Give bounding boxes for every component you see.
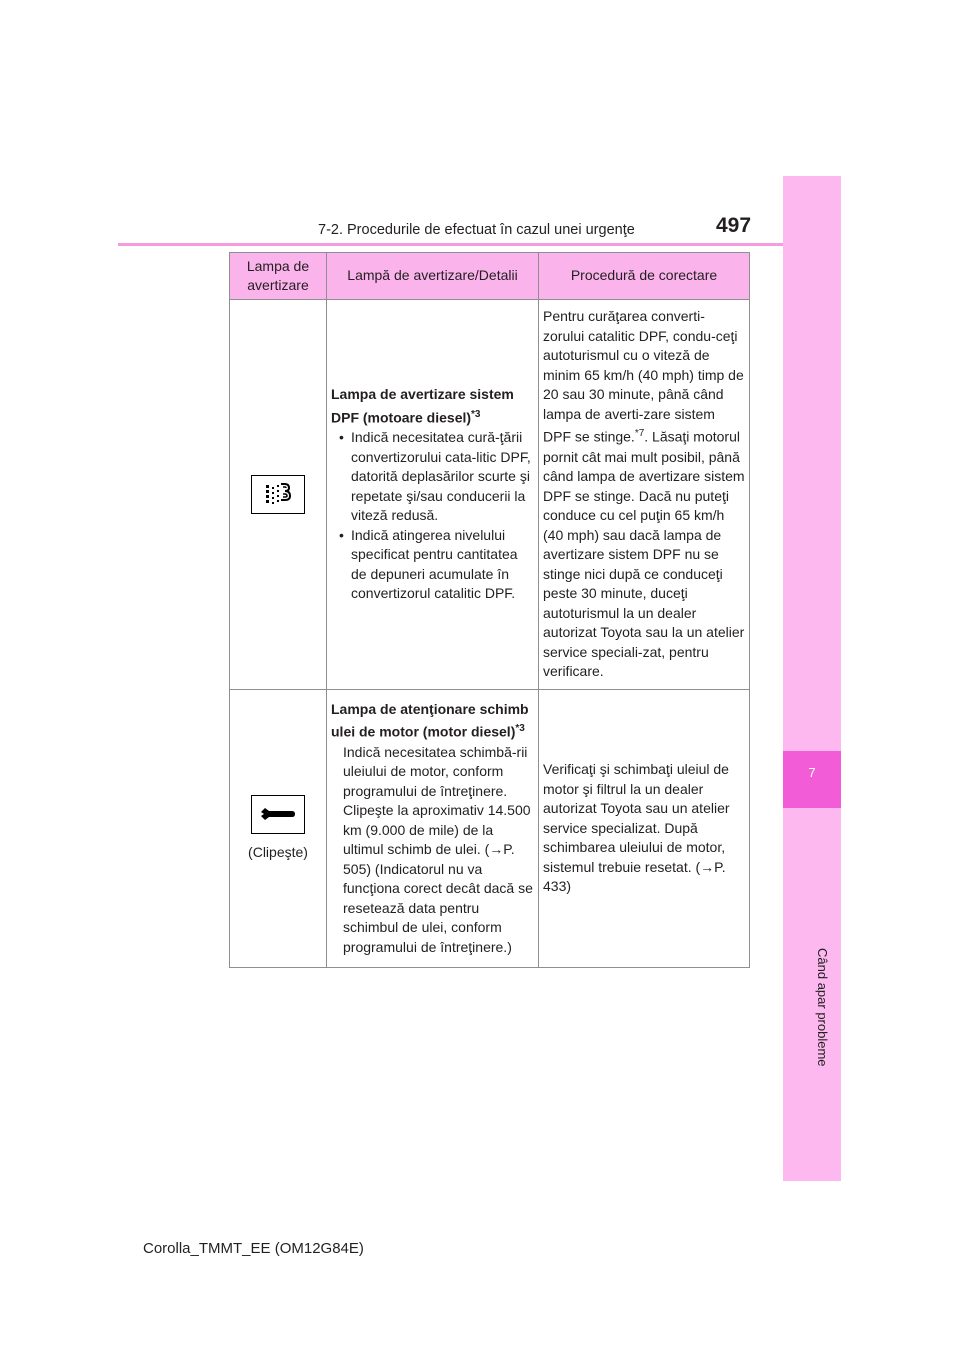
chapter-number: 7 — [808, 765, 816, 780]
warning-title: Lampa de avertizare sistem DPF (motoare diesel)$^{*3}$ — [331, 386, 514, 426]
table-row — [230, 690, 750, 968]
header-procedure: Procedură de corectare — [539, 253, 750, 300]
footer-model-code: Corolla_TMMT_EE (OM12G84E) — [143, 1240, 364, 1257]
table-header-row — [230, 253, 750, 300]
details-cell — [327, 300, 539, 690]
header-rule — [118, 243, 783, 246]
table-row — [230, 300, 750, 690]
wrench-icon — [251, 795, 305, 834]
chapter-label: Când apar probleme — [815, 948, 830, 1067]
icon-cell — [230, 300, 327, 690]
blink-label: (Clipeşte) — [248, 843, 308, 860]
icon-cell — [230, 690, 327, 968]
dpf-warning-icon — [251, 475, 305, 514]
chapter-side-tab — [783, 176, 841, 1181]
warning-lights-table — [229, 252, 750, 968]
header-warning-light: Lampa de avertizare — [230, 253, 327, 300]
warning-title: Lampa de atenţionare schimb ulei de motor (motor diesel)$^{*3}$ — [331, 700, 529, 741]
page-number: 497 — [716, 214, 752, 237]
detail-text: Indică necesitatea schimbă-rii uleiului de motor, conform programului de întreţinere. Clipeşte la aproximativ 14.500 km (9.000 de mile) de la ultimul schimb de ulei. (→P. 505) (Indicatorul nu va funcţiona corect decât dacă se resetează data pentru schimbul de ulei, conform programului de întreţinere.) — [343, 743, 533, 955]
list-item: • Indică necesitatea cură-ţării convertizorului cata-litic DPF, datorită deplasărilor scurte şi repetate şi/sau conducerii la viteză redusă. — [331, 428, 534, 526]
details-cell — [327, 690, 539, 968]
procedure-cell: Pentru curăţarea converti-zorului catalitic DPF, condu-ceţi autoturismul cu o viteză de minim 65 km/h (40 mph) timp de 20 sau 30 minute, până când lampa de averti-zare sistem DPF se stinge.$^{*7}$. Lăsaţi motorul pornit cât mai mult posibil, până când lampa de avertizare sistem DPF se stinge. Dacă nu puteţi conduce cu cel puţin 65 km/h (40 mph) sau dacă lampa de avertizare sistem DPF nu se stinge nici după ce conduceţi peste 30 minute, duceţi autoturismul la un dealer autorizat Toyota sau la un atelier service speciali-zat, pentru verificare. — [539, 300, 750, 690]
procedure-cell: Verificaţi şi schimbaţi uleiul de motor şi filtrul la un dealer autorizat Toyota sau un atelier service specializat. După schimbarea uleiului de motor, sistemul trebuie resetat. (→P. 433) — [539, 690, 750, 968]
detail-bullets — [331, 428, 534, 604]
section-title: 7-2. Procedurile de efectuat în cazul unei urgenţe — [318, 222, 635, 238]
list-item: • Indică atingerea nivelului specificat pentru cantitatea de depuneri acumulate în convertizorul catalitic DPF. — [331, 526, 534, 604]
header-details: Lampă de avertizare/Detalii — [327, 253, 539, 300]
